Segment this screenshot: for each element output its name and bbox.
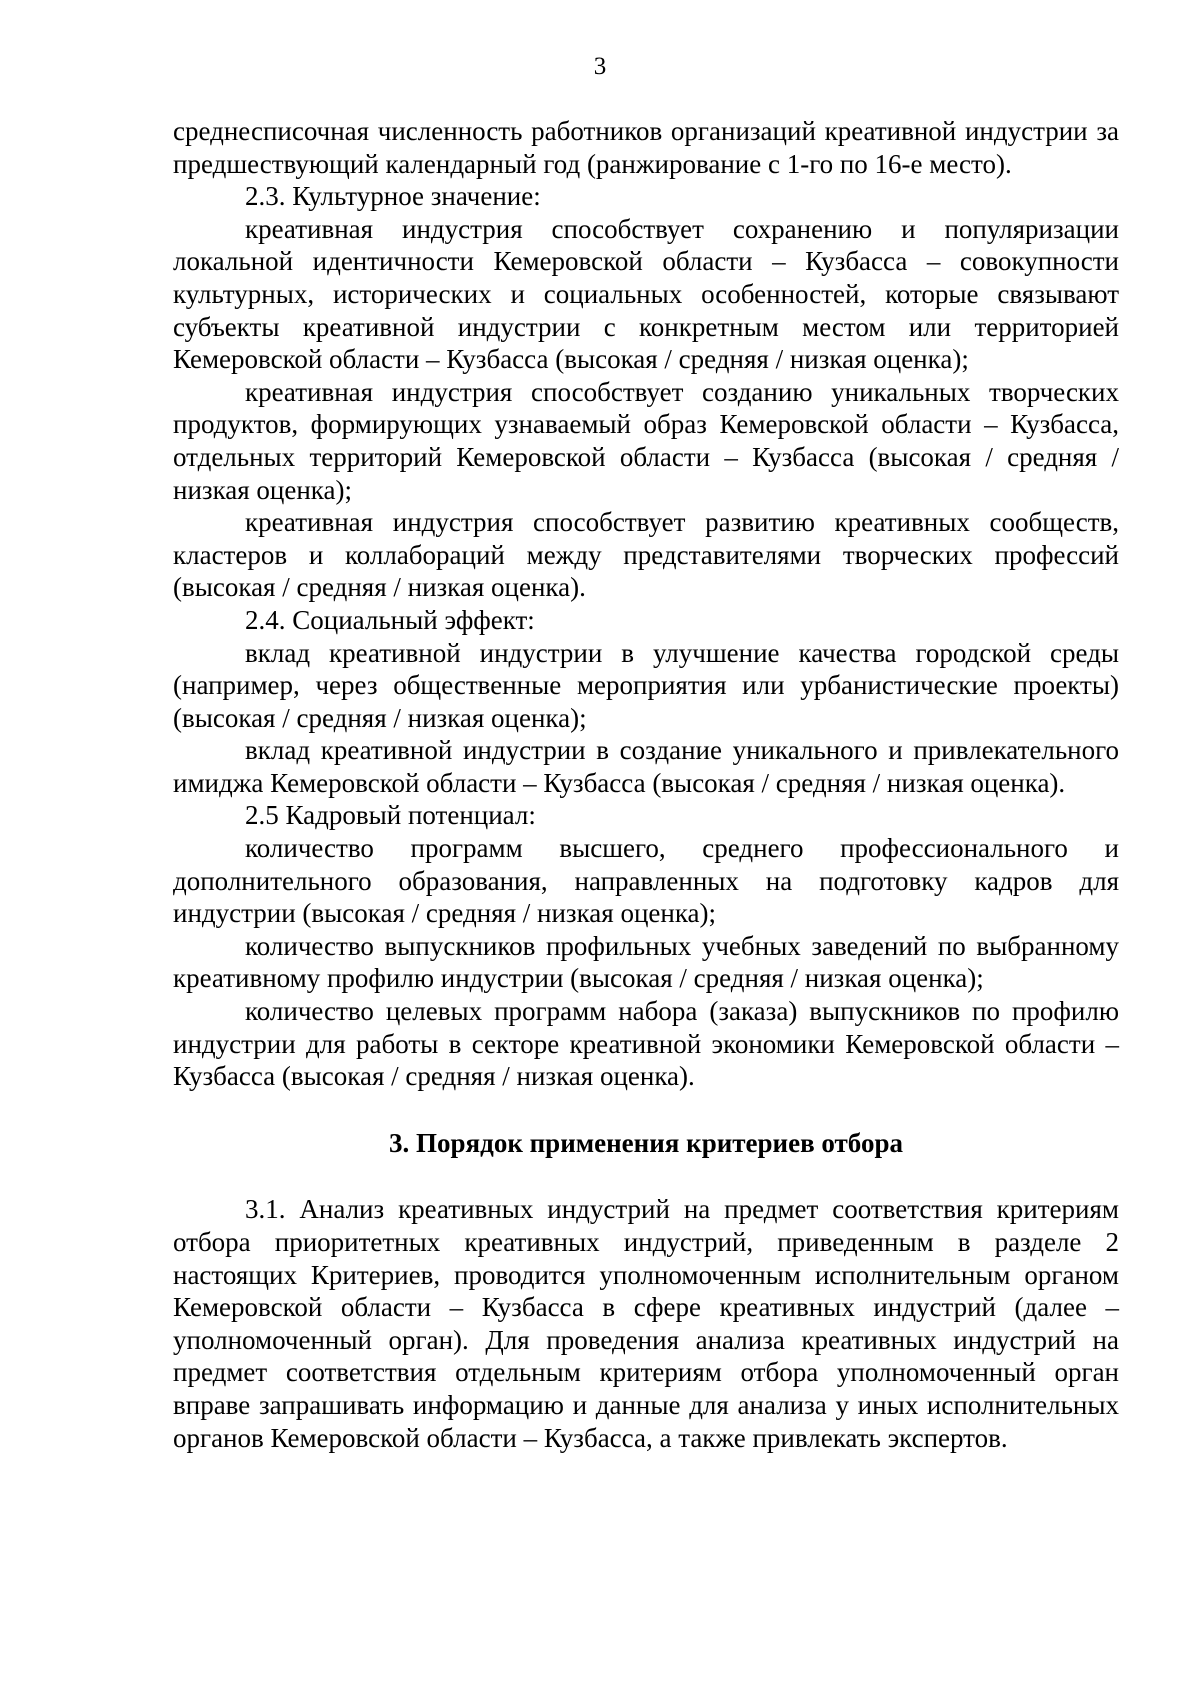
subsection-heading-personnel: 2.5 Кадровый потенциал:	[245, 800, 536, 831]
section-heading: 3. Порядок применения критериев отбора	[389, 1127, 903, 1158]
paragraph: количество программ высшего, среднего профессионального и дополнительного образования, направленных на подготовку кадров для индустрии (высокая / средняя / низкая оценка);	[173, 833, 1119, 929]
paragraph: креативная индустрия способствует созданию уникальных творческих продуктов, формирующих узнаваемый образ Кемеровской области – Кузбасса, отдельных территорий Кемеровской области – Кузбасса (высокая / средняя / низкая оценка);	[173, 376, 1119, 505]
paragraph: количество целевых программ набора (заказа) выпускников по профилю индустрии для работы в секторе креативной экономики Кемеровской области – Кузбасса (высокая / средняя / низкая оценка).	[173, 996, 1119, 1092]
page-number: 3	[593, 53, 607, 80]
paragraph: количество выпускников профильных учебных заведений по выбранному креативному профилю индустрии (высокая / средняя / низкая оценка);	[173, 930, 1119, 994]
document-body	[173, 115, 1119, 1454]
subsection-heading-social: 2.4. Социальный эффект:	[245, 604, 535, 635]
subsection-heading-cultural: 2.3. Культурное значение:	[245, 181, 541, 212]
paragraph: креативная индустрия способствует развитию креативных сообществ, кластеров и коллабораций между представителями творческих профессий (высокая / средняя / низкая оценка).	[173, 507, 1119, 603]
paragraph: вклад креативной индустрии в создание уникального и привлекательного имиджа Кемеровской области – Кузбасса (высокая / средняя / низкая оценка).	[173, 735, 1119, 798]
paragraph: 3.1. Анализ креативных индустрий на предмет соответствия критериям отбора приоритетных креативных индустрий, приведенным в разделе 2 настоящих Критериев, проводится уполномоченным исполнительным органом Кемеровской области – Кузбасса в сфере креативных индустрий (далее – уполномоченный орган). Для проведения анализа креативных индустрий на предмет соответствия отдельным критериям отбора уполномоченный орган вправе запрашивать информацию и данные для анализа у иных исполнительных органов Кемеровской области – Кузбасса, а также привлекать экспертов.	[173, 1194, 1119, 1453]
paragraph-continuation: среднесписочная численность работников организаций креативной индустрии за предшествующий календарный год (ранжирование с 1-го по 16-е место).	[173, 116, 1119, 179]
paragraph: вклад креативной индустрии в улучшение качества городской среды (например, через общественные мероприятия или урбанистические проекты) (высокая / средняя / низкая оценка);	[173, 637, 1119, 733]
paragraph: креативная индустрия способствует сохранению и популяризации локальной идентичности Кемеровской области – Кузбасса – совокупности культурных, исторических и социальных особенностей, которые связывают субъекты креативной индустрии с конкретным местом или территорией Кемеровской области – Кузбасса (высокая / средняя / низкая оценка);	[173, 213, 1119, 375]
